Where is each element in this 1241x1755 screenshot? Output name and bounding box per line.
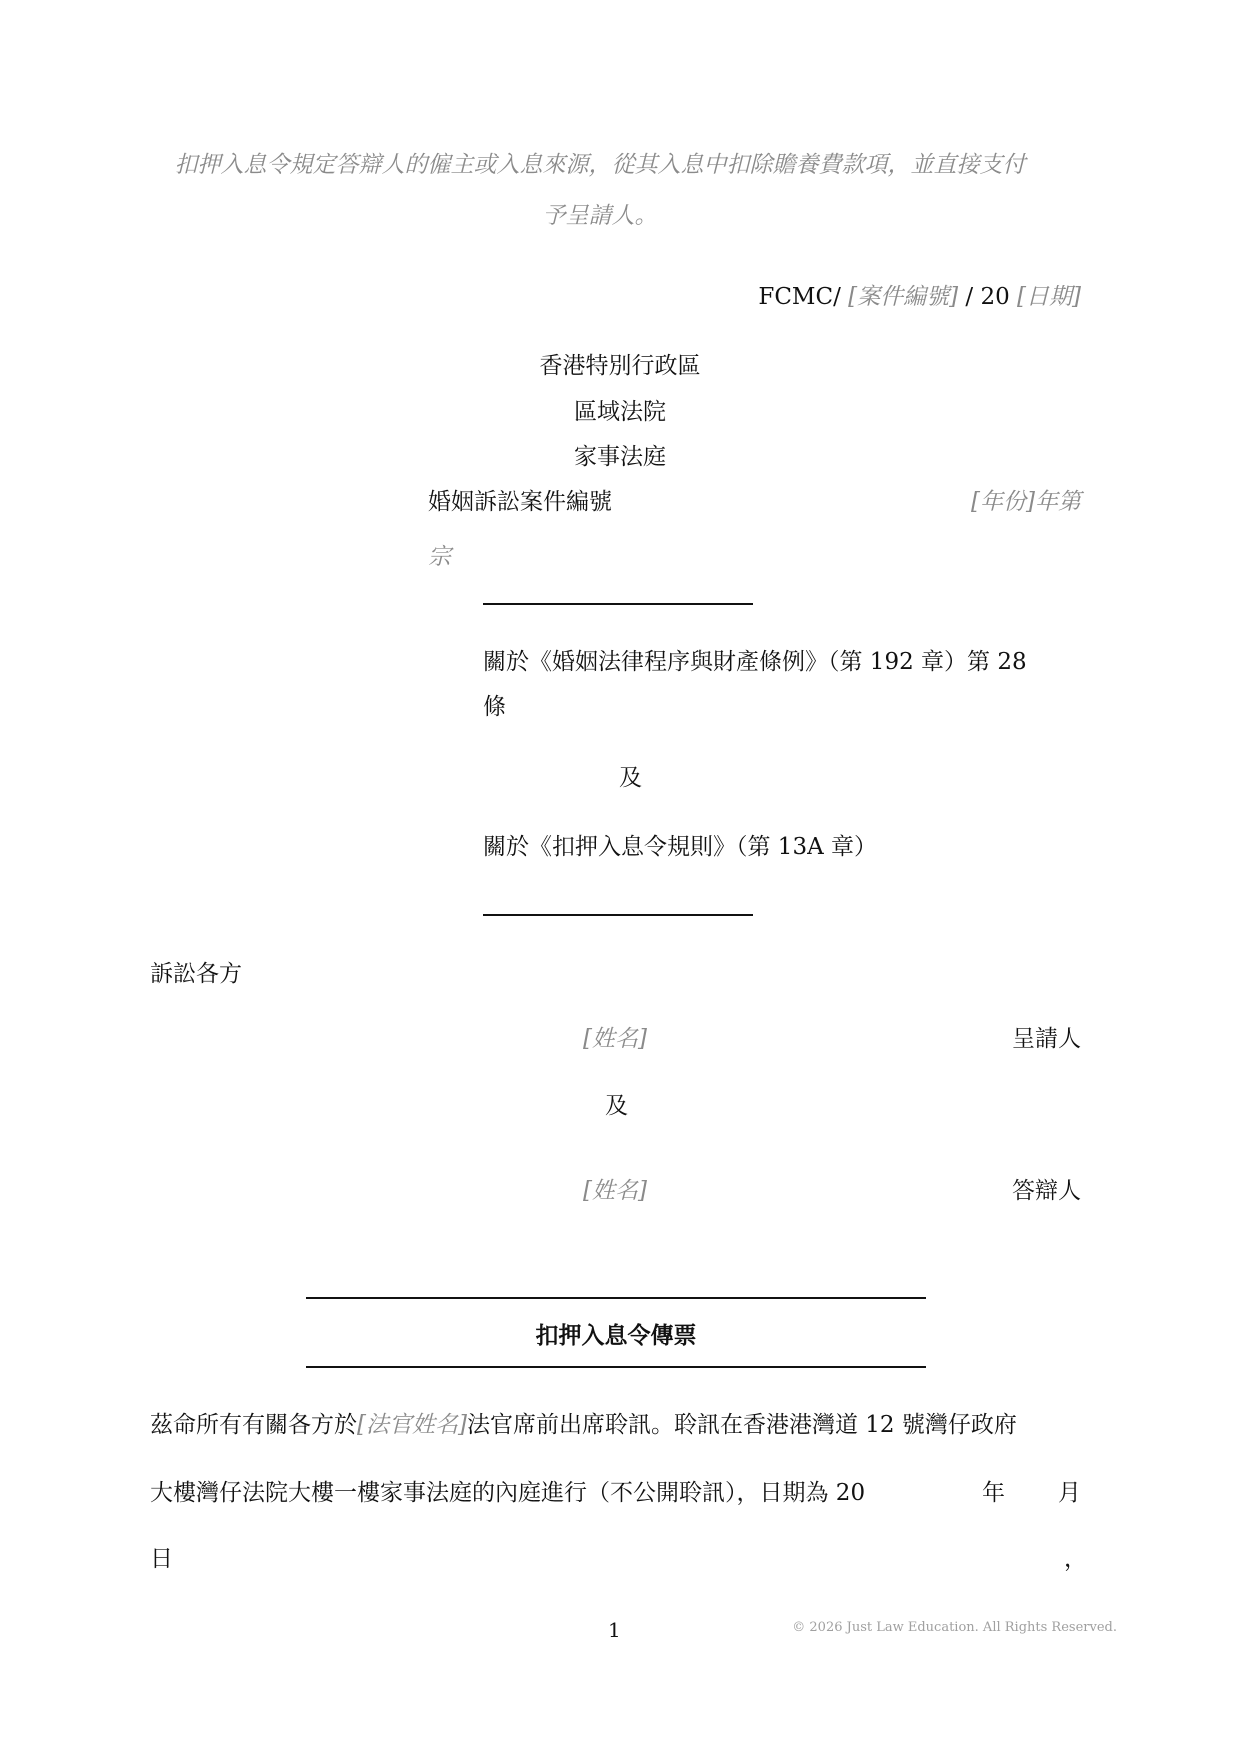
case-number-placeholder: [案件編號] bbox=[848, 284, 959, 310]
case-date-placeholder: [日期] bbox=[1017, 284, 1081, 310]
document-title: 扣押入息令傳票 bbox=[535, 1322, 697, 1349]
judge-name-placeholder: [法官姓名] bbox=[357, 1412, 467, 1438]
body-line3-comma: ， bbox=[1064, 1546, 1087, 1572]
year-suffix: 年第 bbox=[1035, 489, 1081, 515]
respondent-name-placeholder: [姓名] bbox=[583, 1178, 647, 1204]
body-line2-main: 大樓灣仔法院大樓一樓家事法庭的內庭進行（不公開聆訊），日期為 20 bbox=[150, 1480, 866, 1506]
parties-and: 及 bbox=[605, 1093, 628, 1119]
matrimonial-case-label: 婚姻訴訟案件編號 bbox=[428, 489, 612, 515]
matter-rule-bottom bbox=[483, 914, 753, 916]
body-line2-month: 月 bbox=[1058, 1480, 1081, 1506]
petitioner-role: 呈請人 bbox=[1012, 1026, 1081, 1052]
title-rule-bottom bbox=[306, 1366, 926, 1368]
court-family: 家事法庭 bbox=[574, 444, 666, 470]
title-rule-top bbox=[306, 1297, 926, 1299]
matter-line1-cont: 條 bbox=[483, 694, 506, 720]
body-line3-day: 日 bbox=[150, 1546, 173, 1572]
matter-line2: 關於《扣押入息令規則》（第 13A 章） bbox=[483, 834, 877, 860]
body-line2-year: 年 bbox=[982, 1480, 1005, 1506]
respondent-role: 答辯人 bbox=[1012, 1178, 1081, 1204]
body-line1-post: 法官席前出席聆訊。聆訊在香港港灣道 12 號灣仔政府 bbox=[466, 1412, 1017, 1438]
body-line1 bbox=[150, 1406, 1017, 1439]
body-line1-pre: 茲命所有有關各方於 bbox=[150, 1412, 357, 1438]
matter-rule-top bbox=[483, 603, 753, 605]
matter-and: 及 bbox=[619, 765, 642, 791]
petitioner-name-placeholder: [姓名] bbox=[583, 1026, 647, 1052]
case-ref-prefix: FCMC/ bbox=[758, 284, 841, 310]
matrimonial-case-year bbox=[971, 483, 1081, 516]
case-ref-separator: / 20 bbox=[965, 284, 1010, 310]
case-reference bbox=[758, 278, 1081, 311]
intro-note-line1: 扣押入息令規定答辯人的僱主或入息來源，從其入息中扣除贍養費款項，並直接支付 bbox=[174, 152, 1026, 178]
year-placeholder: [年份] bbox=[971, 489, 1035, 515]
matter-line1: 關於《婚姻法律程序與財產條例》（第 192 章）第 28 bbox=[483, 649, 1027, 675]
matrimonial-case-suffix: 宗 bbox=[428, 544, 451, 570]
parties-heading: 訴訟各方 bbox=[150, 961, 242, 987]
copyright-notice: © 2026 Just Law Education. All Rights Reserved. bbox=[792, 1620, 1117, 1635]
court-district: 區域法院 bbox=[574, 399, 666, 425]
court-region: 香港特別行政區 bbox=[539, 353, 701, 379]
intro-note-line2: 予呈請人。 bbox=[542, 203, 658, 229]
page-number: 1 bbox=[608, 1618, 621, 1642]
